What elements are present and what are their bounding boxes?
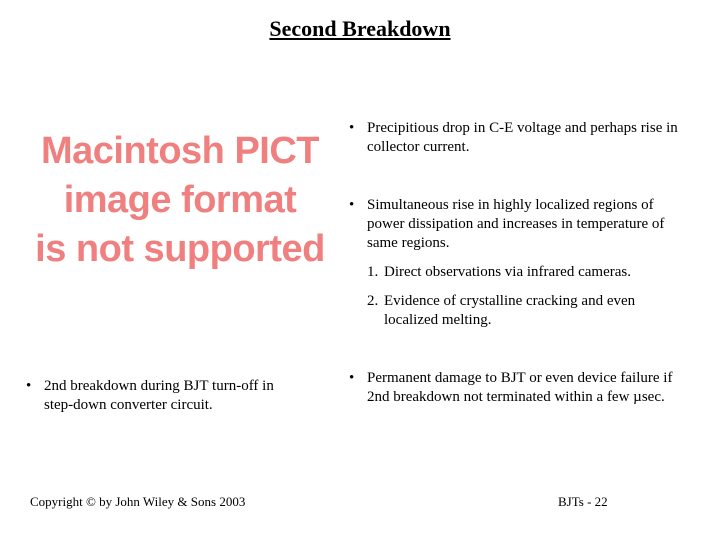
right-bullet-3: [349, 369, 679, 407]
sub-item-1: [367, 263, 687, 282]
footer-copyright: Copyright © by John Wiley & Sons 2003: [30, 494, 246, 509]
placeholder-line-2: image format: [63, 179, 297, 221]
right-bullet-1: [349, 119, 679, 157]
left-bullet-1: [26, 377, 296, 415]
bullet-dot: •: [349, 370, 355, 386]
right-bullet-2: [349, 196, 679, 253]
slide-title: Second Breakdown: [269, 16, 451, 41]
bullet-dot: •: [26, 378, 32, 394]
left-bullet-1-text: 2nd breakdown during BJT turn-off in step-down converter circuit.: [44, 378, 274, 413]
unsupported-image-placeholder: [30, 127, 330, 274]
right-bullet-3-text: Permanent damage to BJT or even device failure if 2nd breakdown not terminated within a few µsec.: [367, 370, 673, 405]
bullet-dot: •: [349, 197, 355, 213]
bullet-dot: •: [349, 120, 355, 136]
sub-item-1-text: Direct observations via infrared cameras.: [384, 264, 631, 280]
sub-item-2: [367, 292, 667, 330]
right-bullet-2-text: Simultaneous rise in highly localized regions of power dissipation and increases in temperature of same regions.: [367, 197, 665, 251]
sub-item-2-text: Evidence of crystalline cracking and even localized melting.: [384, 293, 636, 328]
placeholder-line-3: is not supported: [35, 228, 325, 270]
sub-item-1-number: 1.: [367, 264, 379, 280]
footer-page-number: BJTs - 22: [558, 494, 608, 509]
right-bullet-1-text: Precipitious drop in C-E voltage and perhaps rise in collector current.: [367, 120, 678, 155]
placeholder-line-1: Macintosh PICT: [40, 130, 320, 172]
sub-item-2-number: 2.: [367, 293, 379, 309]
